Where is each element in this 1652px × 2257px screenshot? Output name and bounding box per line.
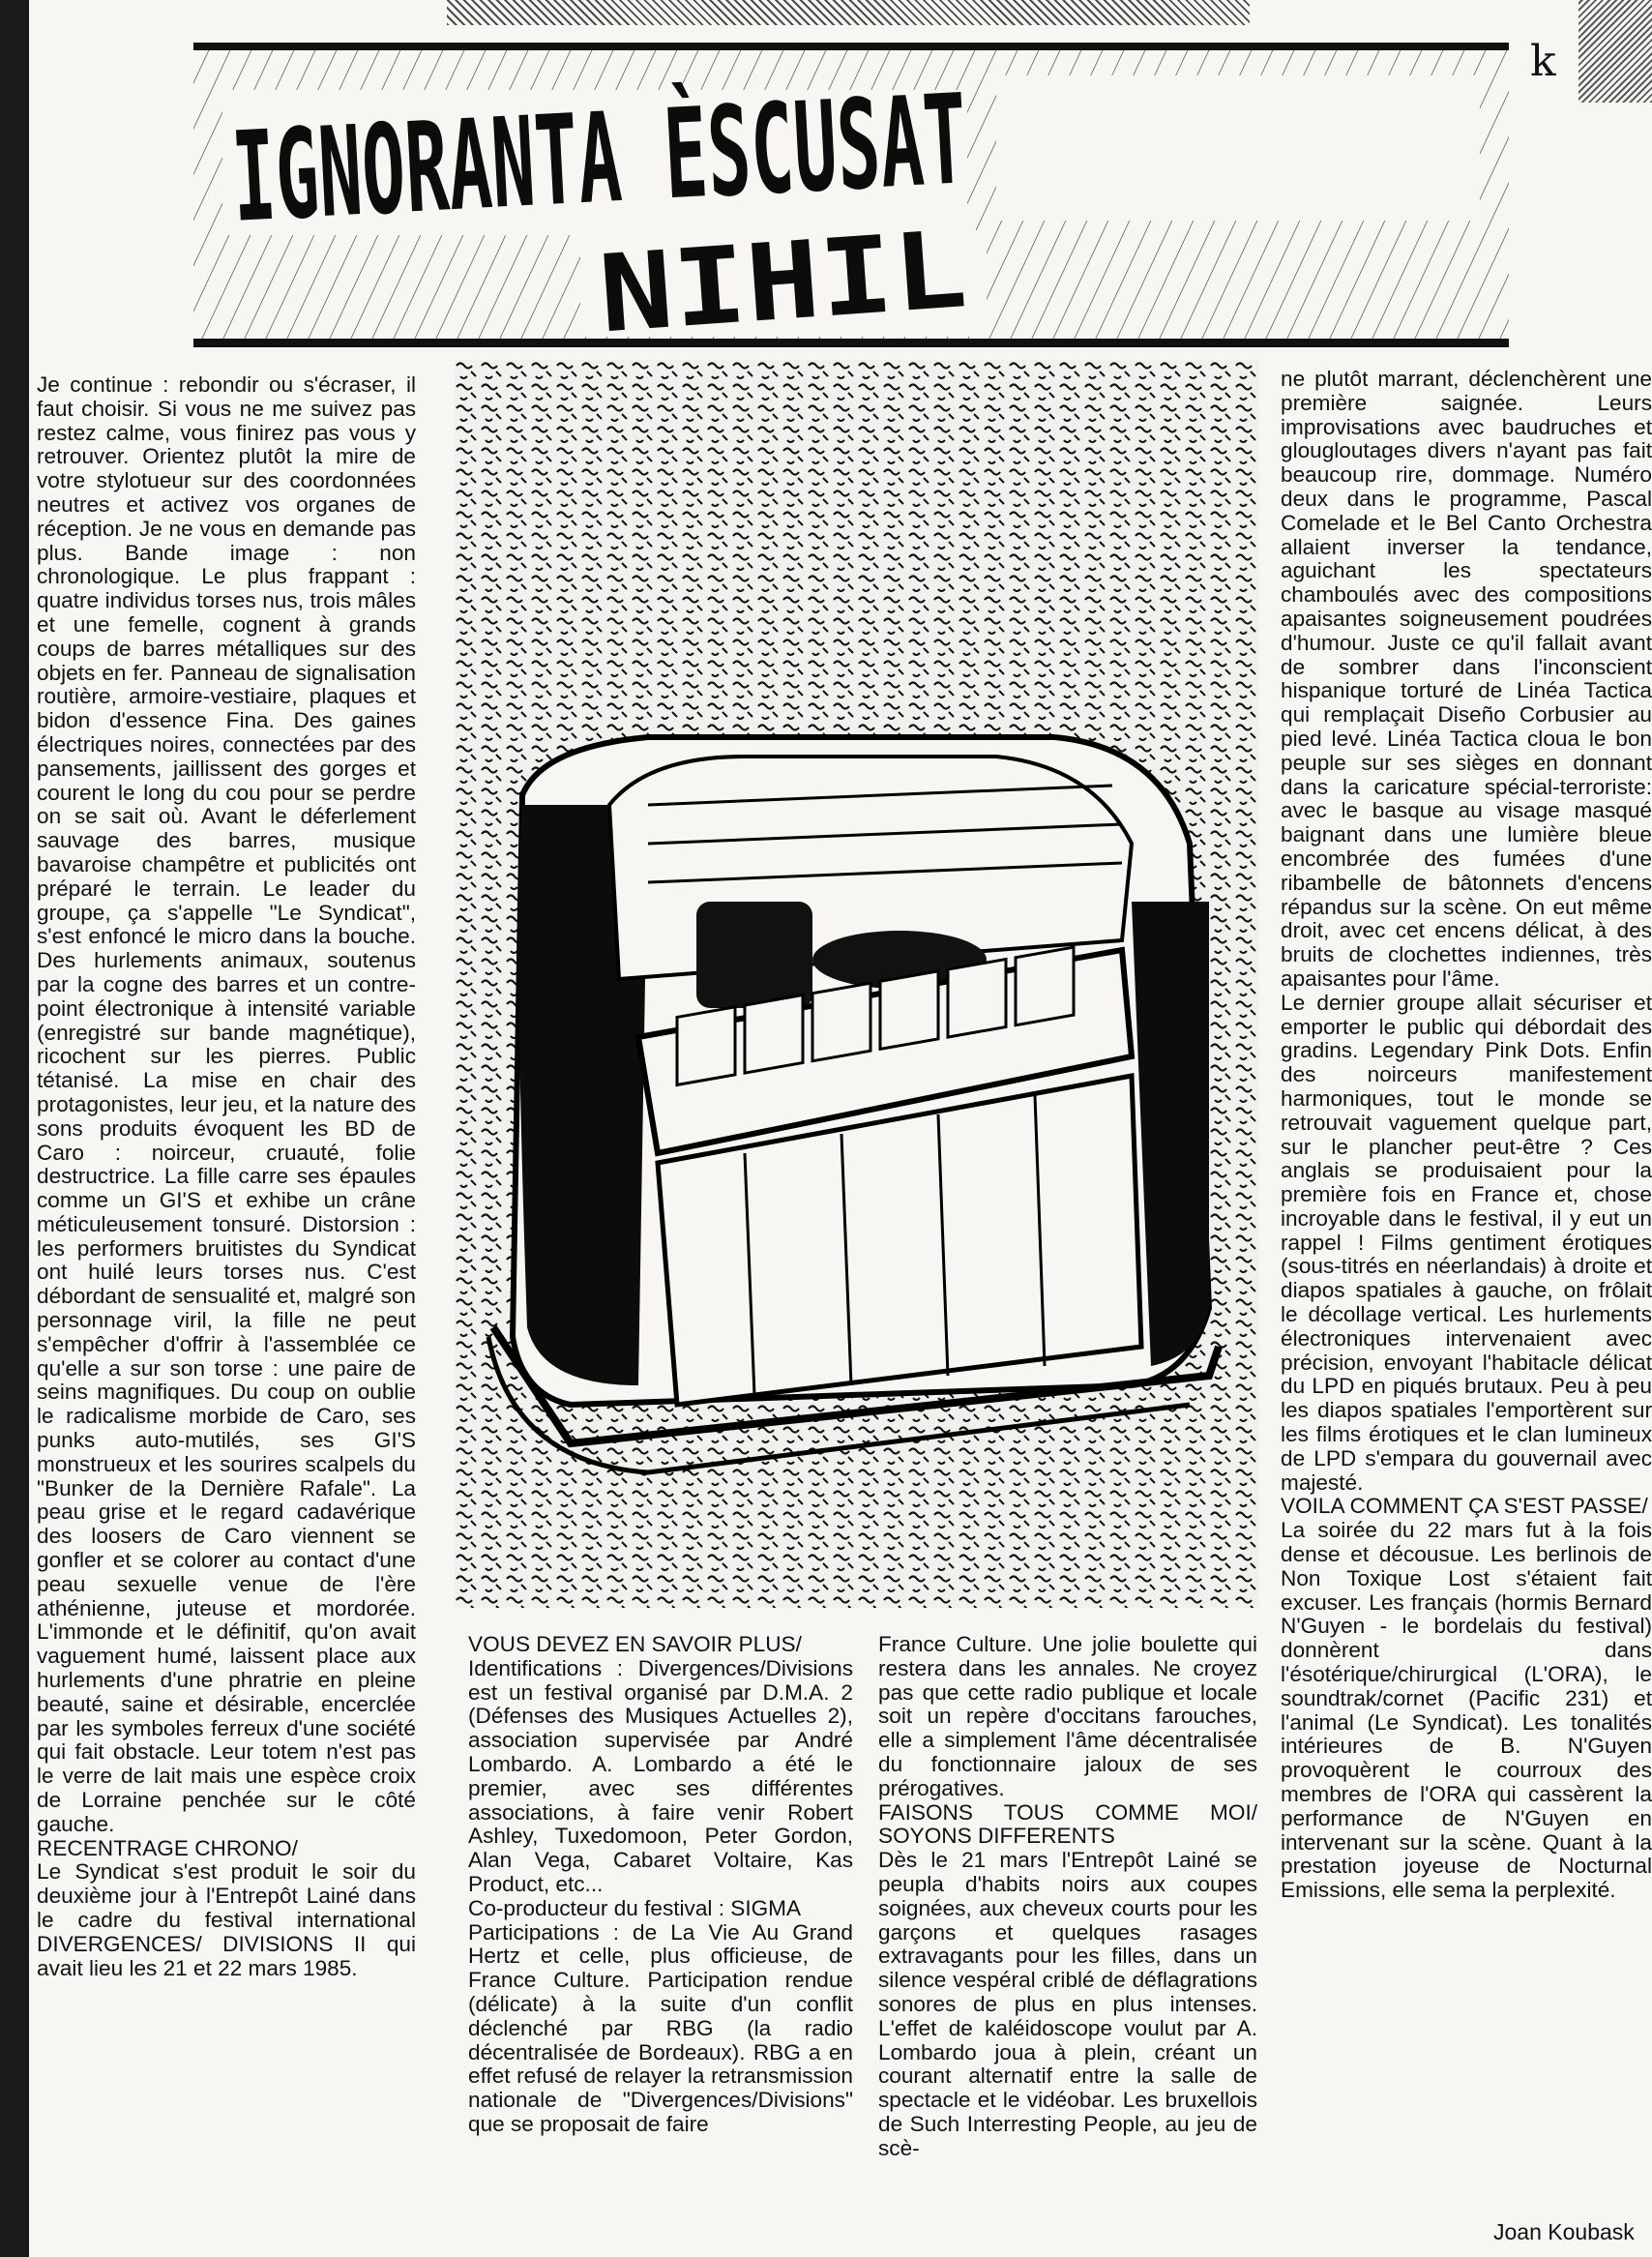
column2-paragraph1: Identifications : Divergences/Divisions est un festival organisé par D.M.A. 2 (Défenses des Musiques Actuelles 2), association supervisée par André Lombardo. A. Lombardo a été le premier, avec ses différentes associations, à faire venir Robert Ashley, Tuxedomoon, Peter Gordon, Alan Vega, Cabaret Voltaire, Kas Product, etc... xyxy=(468,1655,853,1896)
banner-title-line2: NIHIL xyxy=(595,210,924,356)
corner-texture xyxy=(1578,0,1652,103)
section-heading-voila: VOILA COMMENT ÇA S'EST PASSE/ xyxy=(1281,1494,1648,1519)
column4-paragraph2: Le dernier groupe allait sécuriser et emporter le public qui débordait des gradins. Legendary Pink Dots. Enfin des noirceurs manifestement harmoniques, tout le monde se retrouvait vaguement quelque part, sur le plancher peut-être ? Ces anglais se produisaient pour la première fois en France et, chose incroyable dans le festival, il y eut un rappel ! Films gentiment érotiques (sous-titrés en néerlandais) à droite et diapos spatiales à gauche, on frôlait le décollage vertical. Les hurlements électroniques intervenaient avec précision, envoyant l'habitacle délicat du LPD en piqués brutaux. Peu à peu les diapos spatiales l'emportèrent sur les films érotiques et le clan lumineux de LPD s'empara du gouvernail avec majesté. xyxy=(1281,990,1652,1495)
column2-paragraph2: Co-producteur du festival : SIGMA xyxy=(468,1895,802,1920)
article-column-3 xyxy=(878,1633,1257,2161)
jukebox xyxy=(488,737,1219,1472)
article-column-4 xyxy=(1281,368,1652,1903)
section-heading-faisons: FAISONS TOUS COMME MOI/ SOYONS DIFFERENTS xyxy=(878,1799,1257,1849)
column3-paragraph1: France Culture. Une jolie boulette qui restera dans les annales. Ne croyez pas que cette radio publique et locale soit un repère d'occitans farouches, elle a simplement l'âme décentralisée du fonctionnaire jaloux de ses prérogatives. xyxy=(878,1632,1257,1800)
corner-letter: k xyxy=(1530,37,1556,86)
section-heading-recentrage: RECENTRAGE CHRONO/ xyxy=(37,1835,298,1860)
column2-paragraph3: Participations : de La Vie Au Grand Hertz et celle, plus officieuse, de France Culture. Participation rendue (délicate) à la suite d'un conflit déclenché par RBG (la radio décentralisée de Bordeaux). RBG a en effet refusé de relayer la retransmission nationale de "Divergences/Divisions" que se proposait de faire xyxy=(468,1919,853,2136)
column1-paragraph2: Le Syndicat s'est produit le soir du deuxième jour à l'Entrepôt Lainé dans le cadre du festival international DIVERGENCES/ DIVISIONS II qui avait lieu les 21 et 22 mars 1985. xyxy=(37,1859,416,1980)
article-column-2 xyxy=(468,1633,853,2137)
page-edge xyxy=(0,0,29,2257)
author-signature: Joan Koubask xyxy=(1493,2219,1635,2244)
column4-paragraph1: ne plutôt marrant, déclenchèrent une première saignée. Leurs improvisations avec baudruches et glougloutages divers n'ayant pas fait beaucoup rire, dommage. Numéro deux dans le programme, Pascal Comelade et le Bel Canto Orchestra allaient inverser la tendance, aguichant les spectateurs chamboulés avec des compositions apaisantes soigneusement poudrées d'humour. Juste ce qu'il fallait avant de sombrer dans l'inconscient hispanique torturé de Linéa Tactica qui remplaçait Diseño Corbusier au pied levé. Linéa Tactica cloua le bon peuple sur ses sièges en donnant dans la caricature spécial-terroriste: avec le basque au visage masqué baignant dans une lumière bleue encombrée des fumées d'une ribambelle de bâtonnets d'encens répandus sur la scène. On eut même droit, avec cet encens délicat, à des bruits de clochettes indiennes, très apaisantes pour l'âme. xyxy=(1281,367,1652,991)
title-banner xyxy=(193,37,1509,356)
column1-paragraph1: Je continue : rebondir ou s'écraser, il faut choisir. Si vous ne me suivez pas restez calme, vous finirez pas vous y retrouver. Orientez plutôt la mire de votre stylotueur sur des coordonnées neutres et activez vos organes de réception. Je ne vous en demande pas plus. Bande image : non chronologique. Le plus frappant : quatre individus torses nus, trois mâles et une femelle, cognent à grands coups de barres métalliques sur des objets en fer. Panneau de signalisation routière, armoire-vestiaire, plaques et bidon d'essence Fina. Des gaines électriques noires, connectées par des pansements, jaillissent des gorges et courent le long du cou pour se perdre on se sait où. Avant le déferlement sauvage des barres, musique bavaroise champêtre et publicités ont préparé le terrain. Le leader du groupe, ça s'appelle "Le Syndicat", s'est enfoncé le micro dans la bouche. Des hurlements animaux, soutenus par la cogne des barres et un contre-point électronique à intensité variable (enregistré sur bande magnétique), ricochent sur les pierres. Public tétanisé. La mise en chair des protagonistes, leur jeu, et la nature des sons produits évoquent les BD de Caro : noirceur, cruauté, folie destructrice. La fille carre ses épaules comme un GI'S et exhibe un crâne méticuleusement tonsuré. Distorsion : les performers bruitistes du Syndicat ont huilé leurs torses nus. C'est débordant de sensualité et, malgré son personnage viril, la fille ne peut s'empêcher d'offrir à l'assemblée ce qu'elle a sur son torse : une paire de seins magnifiques. Du coup on oublie le radicalisme morbide de Caro, ses punks auto-mutilés, ses GI'S monstrueux et les sourires scalpels du "Bunker de la Dernière Rafale". La peau grise et le regard cadavérique des loosers de Caro viennent se gonfler et se colorer au contact d'une peau sexuelle venue de l'ère athénienne, juteuse et mordorée. L'immonde et le définitif, qu'on avait vaguement humé, laissent place aux hurlements d'une phratrie en pleine beauté, saine et désirable, encerclée par les symboles ferreux d'une société qui fait obstacle. Leur totem n'est pas le verre de lait mais une espèce croix de Lorraine penchée sur le côté gauche. xyxy=(37,372,416,1836)
column3-paragraph2: Dès le 21 mars l'Entrepôt Lainé se peupla d'habits noirs aux coupes soignées, aux cheveux courts pour les garçons et quelques rasages extravagants pour les filles, dans un silence vespéral criblé de déflagrations sonores de plus en plus intenses. L'effet de kaléidoscope voulut par A. Lombardo joua à plein, créant un courant alternatif entre la salle de spectacle et le vidéobar. Les bruxellois de Such Interresting People, au jeu de scè- xyxy=(878,1848,1257,2160)
banner-title-line1: IGNORANTA ÈSCUSAT xyxy=(228,40,1502,251)
section-heading-savoir-plus: VOUS DEVEZ EN SAVOIR PLUS/ xyxy=(468,1632,802,1656)
column4-paragraph3: La soirée du 22 mars fut à la fois dense et décousue. Les berlinois de Non Toxique Lost s'étaient fait excuser. Les français (hormis Bernard N'Guyen - le bordelais du festival) donnèrent dans l'ésotérique/chirurgical (L'ORA), le soundtrak/cornet (Pacific 231) et l'animal (Le Syndicat). Les tonalités intérieures de B. N'Guyen provoquèrent le courroux des membres de l'ORA qui cassèrent la performance de N'Guyen en intervenant sur la scène. Quant à la prestation joyeuse de Nocturnal Emissions, elle sema la perplexité. xyxy=(1281,1518,1652,1903)
article-column-1 xyxy=(37,373,416,1980)
jukebox-illustration xyxy=(455,360,1259,1608)
top-texture-strip xyxy=(447,0,1250,25)
